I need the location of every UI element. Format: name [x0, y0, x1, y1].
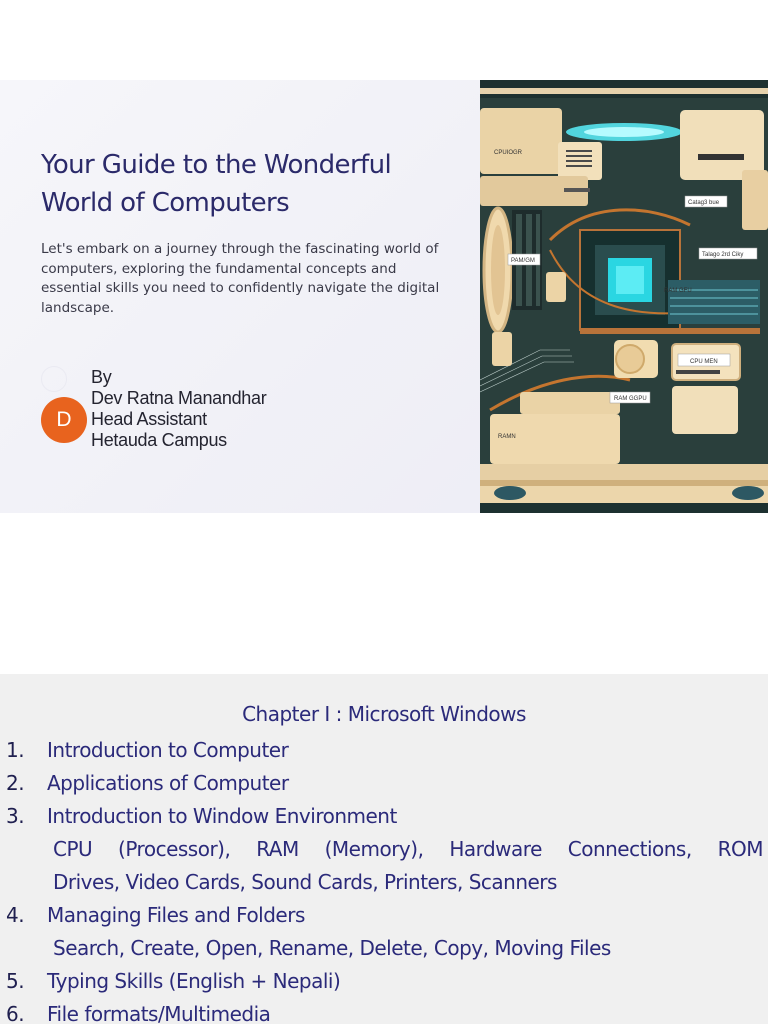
list-item: [0, 899, 768, 932]
list-item-text: Introduction to Computer: [47, 738, 289, 762]
subitem-word: (Memory),: [324, 837, 424, 861]
list-subitem-text: [53, 833, 763, 866]
subitem-word: ROM: [717, 837, 763, 861]
author-institution: Hetauda Campus: [91, 430, 227, 450]
list-item-number: 3.: [6, 804, 25, 828]
list-subitem-text: Drives, Video Cards, Sound Cards, Printers, Scanners: [53, 870, 557, 894]
subitem-word: RAM: [256, 837, 299, 861]
subitem-word: CPU: [53, 837, 93, 861]
list-subitem: [0, 833, 768, 866]
author-info: [91, 367, 266, 451]
slide-subtitle: Let's embark on a journey through the fascinating world of computers, exploring the fundamental concepts and essential skills you need to confidently navigate the digital landscape.: [41, 241, 440, 316]
list-item: [0, 767, 768, 800]
list-item-text: Managing Files and Folders: [47, 903, 305, 927]
illustration-label: Talago 2rd Ciky: [702, 252, 744, 258]
author-by: By: [91, 367, 112, 387]
list-item: [0, 734, 768, 767]
slide-title: [41, 146, 461, 222]
avatar-outline: [41, 366, 67, 392]
list-item-text: Introduction to Window Environment: [47, 804, 397, 828]
list-item-text: Applications of Computer: [47, 771, 289, 795]
list-item-number: 2.: [6, 771, 25, 795]
subitem-word: (Processor),: [118, 837, 231, 861]
slide-title-line-1: Your Guide to the Wonderful: [41, 150, 392, 180]
list-item-number: 6.: [6, 1002, 25, 1024]
subitem-word: Connections,: [567, 837, 692, 861]
list-subitem-text: Search, Create, Open, Rename, Delete, Copy, Moving Files: [53, 936, 611, 960]
slide-title-line-2: World of Computers: [41, 188, 290, 218]
chapter-slide: [0, 674, 768, 1024]
list-item-number: 5.: [6, 969, 25, 993]
illustration-label: RAM GGPU: [614, 396, 647, 402]
list-item-text: Typing Skills (English + Nepali): [47, 969, 341, 993]
illustration-label: CPU MEN: [690, 359, 718, 365]
computer-internals-illustration: [480, 80, 768, 513]
illustration-label: Catag3 bue: [688, 200, 720, 206]
subitem-word: Hardware: [449, 837, 542, 861]
illustration-label: RAM GFU: [664, 288, 692, 294]
illustration-label: RAMN: [498, 434, 516, 440]
list-item-number: 1.: [6, 738, 25, 762]
chapter-title: Chapter I : Microsoft Windows: [242, 702, 526, 726]
list-item-text: File formats/Multimedia: [47, 1002, 271, 1024]
list-item: [0, 965, 768, 998]
list-subitem: [0, 866, 768, 899]
illustration-label: PAM/GM: [511, 258, 535, 264]
avatar: D: [41, 397, 87, 443]
list-subitem: [0, 932, 768, 965]
title-slide: [0, 80, 768, 513]
list-item: [0, 998, 768, 1024]
illustration-label: CPUIOGR: [494, 150, 523, 156]
author-name: Dev Ratna Manandhar: [91, 388, 267, 408]
list-item-number: 4.: [6, 903, 25, 927]
author-role: Head Assistant: [91, 409, 207, 429]
table-of-contents: [0, 734, 768, 1024]
list-item: [0, 800, 768, 833]
